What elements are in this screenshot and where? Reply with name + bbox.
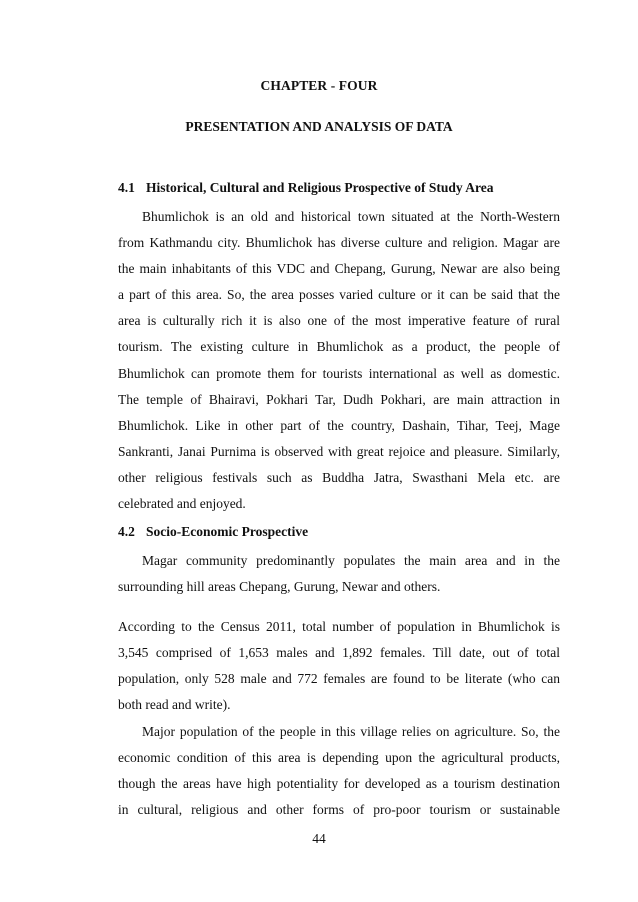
paragraph-line: surrounding hill areas Chepang, Gurung, Newar and others. <box>118 579 441 595</box>
paragraph-line: both read and write). <box>118 697 231 713</box>
paragraph-line: area is culturally rich it is also one of the most imperative feature of rural <box>118 313 560 329</box>
paragraph-line: Bhumlichok is an old and historical town situated at the North-Western <box>142 209 560 224</box>
paragraph-line: economic condition of this area is depending upon the agricultural products, <box>118 750 560 766</box>
paragraph-line: though the areas have high potentiality for developed as a tourism destination <box>118 776 560 792</box>
paragraph-line: Bhumlichok can promote them for tourists international as well as domestic. <box>118 365 560 381</box>
chapter-subtitle: PRESENTATION AND ANALYSIS OF DATA <box>185 119 453 134</box>
paragraph-line: 3,545 comprised of 1,653 males and 1,892 females. Till date, out of total <box>118 645 560 661</box>
paragraph-line: the main inhabitants of this VDC and Chepang, Gurung, Newar are also being <box>118 261 560 277</box>
chapter-title: CHAPTER - FOUR <box>260 78 378 93</box>
paragraph-census <box>118 614 560 718</box>
paragraph-line: According to the Census 2011, total number of population in Bhumlichok is <box>118 619 560 634</box>
paragraph-line: Bhumlichok. Like in other part of the country, Dashain, Tihar, Teej, Mage <box>118 417 560 433</box>
paragraph-magar-community <box>118 548 560 600</box>
paragraph-line: other religious festivals such as Buddha Jatra, Swasthani Mela etc. are <box>118 469 560 485</box>
paragraph-line: celebrated and enjoyed. <box>118 496 246 512</box>
paragraph-line: in cultural, religious and other forms of pro-poor tourism or sustainable <box>118 802 560 818</box>
paragraph-line: tourism. The existing culture in Bhumlichok as a product, the people of <box>118 339 560 355</box>
page-number: 44 <box>312 831 326 846</box>
section-heading-4-2 <box>118 524 308 540</box>
paragraph-line: a part of this area. So, the area posses varied culture or it can be said that the <box>118 287 560 303</box>
paragraph-agriculture <box>118 719 560 823</box>
section-title: Socio-Economic Prospective <box>146 524 309 539</box>
paragraph-line: population, only 528 male and 772 females are found to be literate (who can <box>118 671 560 687</box>
section-title: Historical, Cultural and Religious Prospective of Study Area <box>146 180 494 195</box>
section-number: 4.2 <box>118 524 135 539</box>
paragraph-line: Magar community predominantly populates the main area and in the <box>142 553 560 568</box>
section-number: 4.1 <box>118 180 135 195</box>
paragraph-line: Major population of the people in this village relies on agriculture. So, the <box>142 724 560 739</box>
paragraph-line: from Kathmandu city. Bhumlichok has diverse culture and religion. Magar are <box>118 235 560 251</box>
paragraph-line: The temple of Bhairavi, Pokhari Tar, Dudh Pokhari, are main attraction in <box>118 391 560 407</box>
paragraph-line: Sankranti, Janai Purnima is observed with great rejoice and pleasure. Similarly, <box>118 443 560 459</box>
paragraph-historical-cultural <box>118 204 560 517</box>
section-heading-4-1 <box>118 180 494 196</box>
